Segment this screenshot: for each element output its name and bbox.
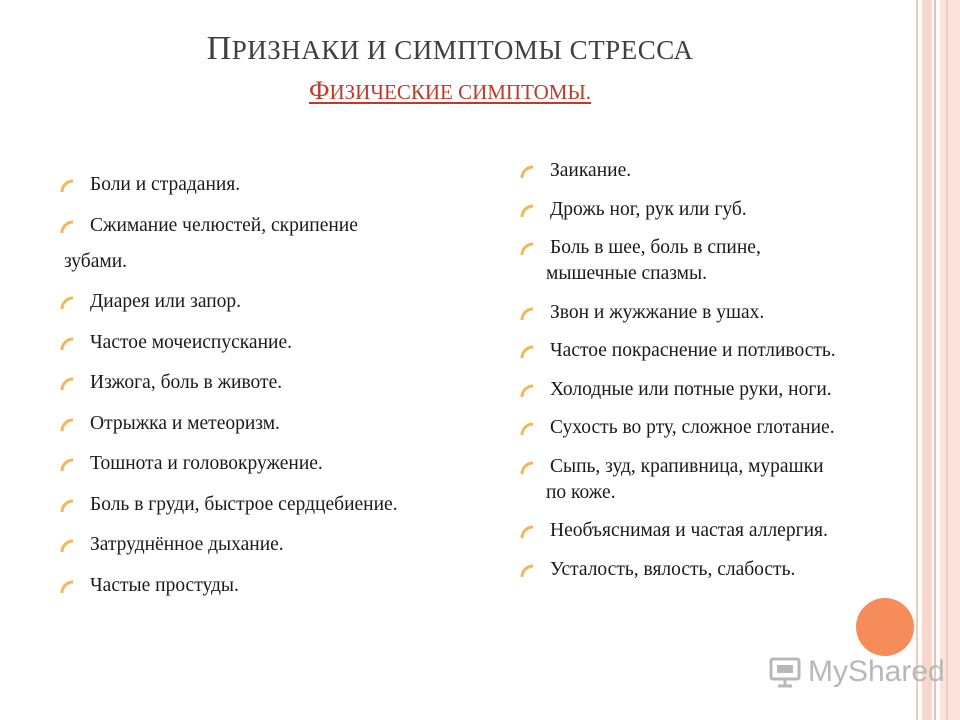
bullet-icon xyxy=(60,377,74,391)
slide-title xyxy=(0,30,900,68)
bullet-icon xyxy=(60,458,74,472)
bullet-icon xyxy=(60,296,74,310)
list-item xyxy=(520,415,940,441)
list-item xyxy=(60,573,500,599)
item-text: Сыпь, зуд, крапивница, мурашки xyxy=(550,455,824,477)
bullet-icon xyxy=(520,384,534,398)
subtitle-rest: ИЗИЧЕСКИЕ СИМПТОМЫ. xyxy=(329,80,592,104)
list-item xyxy=(520,235,940,261)
bullet-icon xyxy=(520,165,534,179)
list-item xyxy=(520,454,940,480)
list-item xyxy=(60,451,500,477)
bullet-icon xyxy=(520,525,534,539)
item-text: Усталость, вялость, слабость. xyxy=(550,558,796,580)
stripe xyxy=(940,0,960,720)
item-text: Звон и жужжание в ушах. xyxy=(550,301,765,323)
list-item xyxy=(520,338,940,364)
bullet-icon xyxy=(520,307,534,321)
title-initial: П xyxy=(206,30,232,67)
item-text: Сухость во рту, сложное глотание. xyxy=(550,417,835,438)
list-item xyxy=(60,492,500,518)
bullet-icon xyxy=(60,179,74,193)
item-text: Боль в шее, боль в спине, xyxy=(550,237,761,258)
item-text: Необъяснимая и частая аллергия. xyxy=(550,520,828,541)
item-text: Отрыжка и метеоризм. xyxy=(90,412,280,434)
bullet-icon xyxy=(520,461,534,475)
bullet-icon xyxy=(520,242,534,256)
item-text: Частые простуды. xyxy=(90,574,239,596)
decorative-circle xyxy=(856,598,914,656)
item-text: Частое мочеиспускание. xyxy=(90,331,292,353)
item-text: Тошнота и головокружение. xyxy=(90,453,323,474)
item-text: Затруднённое дыхание. xyxy=(90,534,284,555)
list-item xyxy=(60,370,500,396)
item-text: Заикание. xyxy=(550,160,632,181)
bullet-icon xyxy=(60,580,74,594)
item-text: Боли и страдания. xyxy=(90,174,241,195)
list-item-continuation: мышечные спазмы. xyxy=(546,263,707,284)
right-symptom-list xyxy=(520,158,940,595)
bullet-icon xyxy=(60,220,74,234)
logo-text: MyShared xyxy=(808,655,945,688)
bullet-icon xyxy=(520,204,534,218)
subtitle-initial: Ф xyxy=(308,76,330,105)
list-item xyxy=(60,289,500,315)
list-item xyxy=(520,518,940,544)
item-text: Холодные или потные руки, ноги. xyxy=(550,378,832,400)
list-item-continuation: по коже. xyxy=(546,481,616,503)
item-text: Сжимание челюстей, скрипение xyxy=(90,214,358,236)
item-text: Дрожь ног, рук или губ. xyxy=(550,198,747,220)
list-item xyxy=(520,300,940,326)
watermark-logo xyxy=(768,652,945,692)
bullet-icon xyxy=(520,345,534,359)
left-symptom-list xyxy=(60,172,500,613)
list-item xyxy=(60,411,500,437)
bullet-icon xyxy=(60,337,74,351)
bullet-icon xyxy=(60,418,74,432)
list-item xyxy=(520,377,940,403)
bullet-icon xyxy=(60,539,74,553)
slide-subtitle xyxy=(0,76,900,106)
item-text: Частое покраснение и потливость. xyxy=(550,340,836,361)
list-item xyxy=(520,158,940,184)
stripe xyxy=(946,0,948,720)
list-item xyxy=(520,197,940,223)
item-text: Боль в груди, быстрое сердцебиение. xyxy=(90,493,398,515)
list-item xyxy=(60,532,500,558)
bullet-icon xyxy=(60,499,74,513)
list-item xyxy=(60,172,500,198)
list-item xyxy=(60,330,500,356)
list-item xyxy=(60,213,500,239)
list-item-continuation: зубами. xyxy=(64,250,128,272)
list-item xyxy=(520,557,940,583)
bullet-icon xyxy=(520,564,534,578)
presentation-icon xyxy=(768,655,802,689)
bullet-icon xyxy=(520,422,534,436)
item-text: Диарея или запор. xyxy=(90,291,242,312)
item-text: Изжога, боль в животе. xyxy=(90,372,283,393)
title-rest: РИЗНАКИ И СИМПТОМЫ СТРЕССА xyxy=(231,35,694,65)
